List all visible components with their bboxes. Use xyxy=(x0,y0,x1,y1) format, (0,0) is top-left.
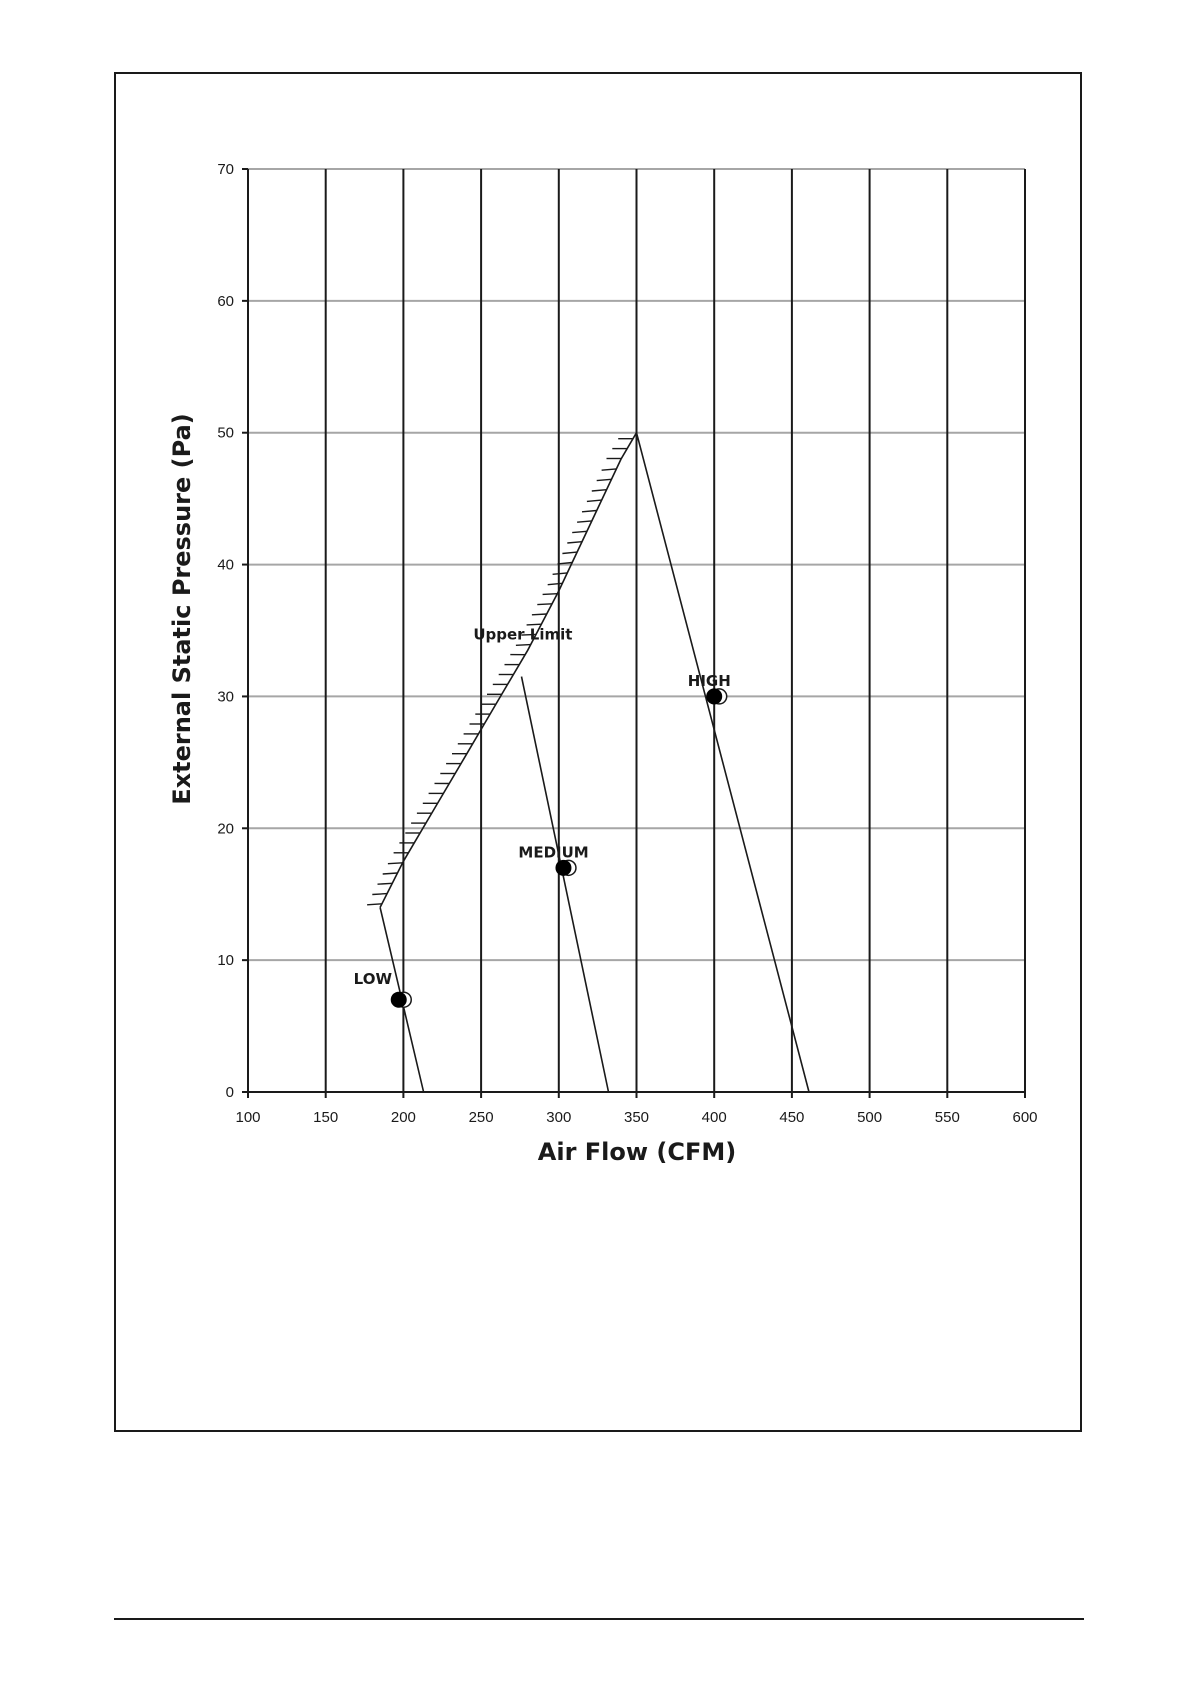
series-line-high xyxy=(637,433,810,1092)
x-tick-label-250: 250 xyxy=(468,1109,494,1126)
annotation-upper-limit: Upper Limit xyxy=(473,625,573,644)
hatch-mark-36 xyxy=(567,542,582,543)
x-tick-label-200: 200 xyxy=(390,1109,416,1126)
x-tick-label-350: 350 xyxy=(623,1109,650,1126)
hatch-mark-0 xyxy=(367,904,382,905)
y-tick-label-30: 30 xyxy=(217,688,234,706)
point-marker-medium xyxy=(555,860,571,876)
tick-labels xyxy=(217,161,1037,1126)
x-axis-title: Air Flow (CFM) xyxy=(537,1138,737,1166)
y-tick-label-0: 0 xyxy=(225,1084,234,1101)
hatch-mark-3 xyxy=(383,873,398,874)
annotation-medium: MEDIUM xyxy=(518,843,589,862)
y-tick-label-60: 60 xyxy=(217,292,234,310)
y-tick-label-50: 50 xyxy=(217,424,234,442)
hatch-mark-43 xyxy=(602,469,617,470)
x-tick-label-450: 450 xyxy=(779,1109,805,1126)
hatch-mark-26 xyxy=(516,645,531,646)
hatch-mark-30 xyxy=(537,604,552,605)
hatch-mark-42 xyxy=(597,479,612,480)
point-marker-low xyxy=(391,992,407,1008)
hatch-mark-37 xyxy=(572,531,587,532)
hatch-mark-29 xyxy=(532,614,547,615)
series-line-upper-limit xyxy=(380,433,636,908)
x-tick-label-100: 100 xyxy=(235,1109,261,1126)
y-tick-label-70: 70 xyxy=(217,161,234,178)
x-tick-label-500: 500 xyxy=(857,1109,883,1126)
annotations xyxy=(354,626,731,988)
fan-curves xyxy=(380,433,809,1092)
hatch-mark-41 xyxy=(592,490,607,491)
upper-limit-hatching xyxy=(367,439,633,905)
point-marker-high xyxy=(706,688,722,704)
hatch-mark-31 xyxy=(543,594,558,595)
hatch-mark-2 xyxy=(378,883,393,884)
hatch-mark-1 xyxy=(372,894,387,895)
x-tick-label-400: 400 xyxy=(701,1109,727,1126)
gridlines xyxy=(242,169,1025,1098)
annotation-high: HIGH xyxy=(687,671,731,690)
y-tick-label-40: 40 xyxy=(217,556,234,574)
x-tick-label-600: 600 xyxy=(1012,1109,1038,1126)
hatch-mark-40 xyxy=(587,500,602,501)
x-tick-label-150: 150 xyxy=(313,1109,339,1126)
x-tick-label-550: 550 xyxy=(934,1109,960,1126)
hatch-mark-38 xyxy=(577,521,592,522)
y-axis-title: External Static Pressure (Pa) xyxy=(168,413,196,805)
y-tick-label-10: 10 xyxy=(217,952,234,970)
hatch-mark-33 xyxy=(553,573,568,574)
x-tick-label-300: 300 xyxy=(546,1109,572,1126)
hatch-mark-4 xyxy=(388,863,403,864)
footer-rule xyxy=(114,1618,1084,1620)
y-tick-label-20: 20 xyxy=(217,820,234,838)
hatch-mark-39 xyxy=(582,511,597,512)
hatch-mark-35 xyxy=(562,552,577,553)
series-line-medium xyxy=(522,677,609,1092)
hatch-mark-32 xyxy=(548,583,563,584)
annotation-low: LOW xyxy=(353,969,393,988)
